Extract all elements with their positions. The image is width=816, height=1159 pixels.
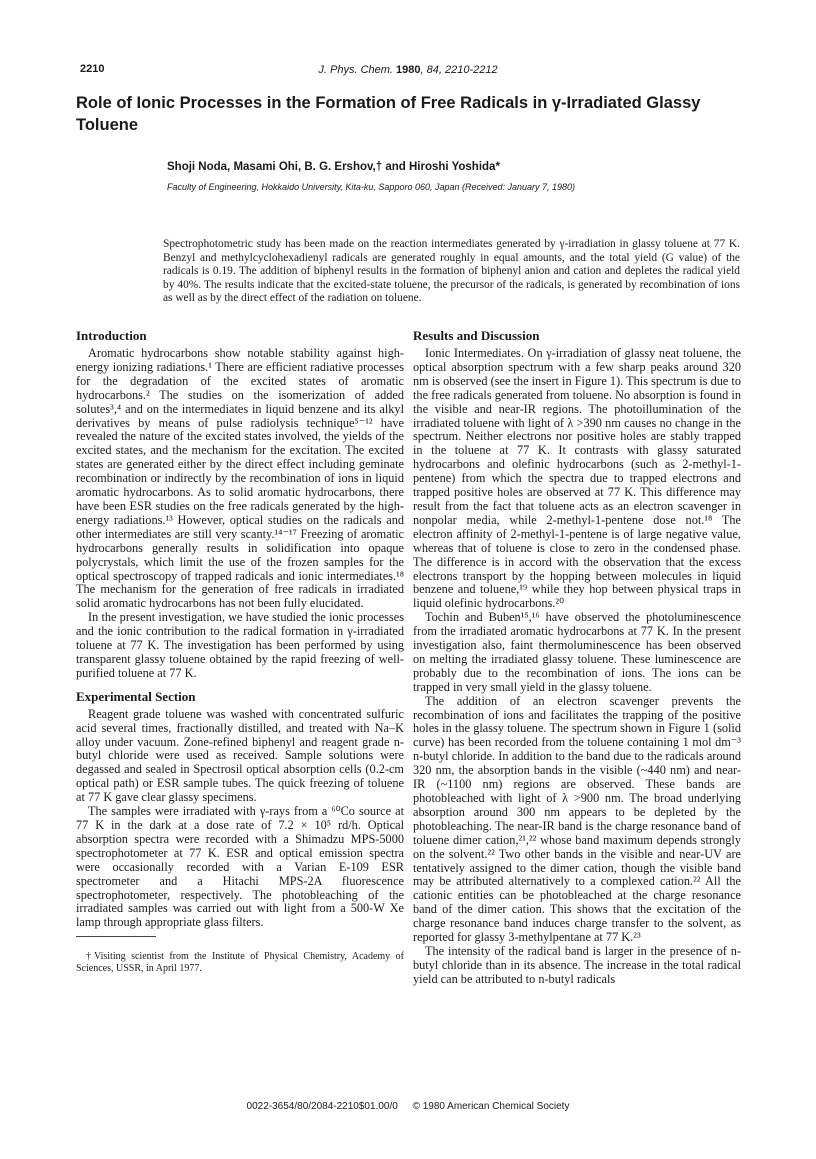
introduction-paragraph: In the present investigation, we have studied the ionic processes and the ionic contribution to the radical formation in γ-irradiated toluene at 77 K. The investigation has been performed by using transparent glassy toluene obtained by the rapid freezing of well-purified toluene at 77 K. bbox=[76, 610, 404, 680]
journal-citation bbox=[0, 64, 816, 76]
copyright-notice: © 1980 American Chemical Society bbox=[412, 1101, 570, 1112]
introduction-heading: Introduction bbox=[76, 328, 147, 343]
page-footer bbox=[0, 1101, 816, 1112]
experimental-paragraph: Reagent grade toluene was washed with concentrated sulfuric acid several times, fractionally distilled, and treated with Na–K alloy under vacuum. Zone-refined biphenyl and reagent grade n-butyl chloride were used as received. Sample solutions were degassed and sealed in Spectrosil optical absorption cells (0.2-cm optical path) or ESR sample tubes. The quick freezing of toluene at 77 K gave clear glassy specimens. bbox=[76, 706, 404, 805]
left-column bbox=[76, 328, 404, 975]
results-heading: Results and Discussion bbox=[413, 328, 540, 343]
footnote: †Visiting scientist from the Institute of Physical Chemistry, Academy of Sciences, USSR, in April 1977. bbox=[76, 951, 404, 975]
results-paragraph: Ionic Intermediates. On γ-irradiation of glassy neat toluene, the optical absorption spectrum with a few sharp peaks around 320 nm is observed (see the insert in Figure 1). This spectrum is due to the free radicals generated from toluene. No absorption is found in the visible and near-IR regions. The photoillumination of the irradiated toluene with light of λ >390 nm causes no change in the spectrum. Neither electrons nor positive holes are stably trapped in the toluene at 77 K. It contrasts with glassy saturated hydrocarbons and olefinic hydrocarbons (such as 2-methyl-1-pentene) from which the spectra due to trapped electrons and trapped positive holes are observed at 77 K. This difference may result from the fact that toluene acts as an electron scavenger in nonpolar media, while 2-methyl-1-pentene dose not.¹⁸ The electron affinity of 2-methyl-1-pentene is of large negative value, whereas that of toluene is close to zero in the condensed phase. The difference is in accord with the observation that the excess electrons transport by the hopping between molecules in liquid benzene and toluene,¹⁹ while they hop between physical traps in liquid olefinic hydrocarbons.²⁰ bbox=[413, 346, 741, 611]
footnote-rule bbox=[76, 936, 156, 937]
article-title: Role of Ionic Processes in the Formation of Free Radicals in γ-Irradiated Glassy Toluene bbox=[76, 94, 701, 134]
page-number: 2210 bbox=[80, 63, 105, 75]
affiliation: Faculty of Engineering, Hokkaido University, Kita-ku, Sapporo 060, Japan (Received: January 7, 1980) bbox=[167, 182, 576, 192]
experimental-heading: Experimental Section bbox=[76, 688, 196, 704]
results-paragraph: The intensity of the radical band is larger in the presence of n-butyl chloride than in its absence. The increase in the total radical yield can be attributed to n-butyl radicals bbox=[413, 943, 741, 986]
article-code: 0022-3654/80/2084-2210$01.00/0 bbox=[246, 1101, 398, 1112]
results-paragraph: The addition of an electron scavenger prevents the recombination of ions and facilitates the trapping of the positive holes in the glassy toluene. The spectrum shown in Figure 1 (solid curve) has been recorded from the toluene containing 1 mol dm⁻³ n-butyl chloride. In addition to the band due to the radicals around 320 nm, the absorption bands in the visible (~440 nm) and near-IR (~1100 nm) regions are observed. These bands are photobleached with light of λ >900 nm. The broad underlying absorption around 300 nm appears to be depleted by the photobleaching. The near-IR band is the charge resonance band of toluene dimer cation,²¹,²² whose band maximum depends strongly on the solvent.²² Two other bands in the visible and near-UV are tentatively assigned to the dimer cation, though the visible band may be attributed alternatively to a complexed cation.²² All the cationic entities can be photobleached at the charge resonance band of the dimer cation. This shows that the excitation of the charge resonance band induces charge transfer to the solvent, as reported for glassy 3-methylpentane at 77 K.²³ bbox=[413, 693, 741, 945]
experimental-paragraph: The samples were irradiated with γ-rays from a ⁶⁰Co source at 77 K in the dark at a dose rate of 7.2 × 10⁵ rd/h. Optical absorption spectra were recorded with a Shimadzu MPS-5000 spectrophotometer at 77 K. ESR and optical emission spectra were occasionally recorded with a Varian E-109 ESR spectrometer and a Hitachi MPS-2A fluorescence spectrophotometer, respectively. The photobleaching of the irradiated samples was carried out with light from a 500-W Xe lamp through appropriate glass filters. bbox=[76, 804, 404, 930]
journal-volume-pages: , 84, 2210-2212 bbox=[420, 64, 498, 76]
right-column bbox=[413, 328, 741, 987]
abstract: Spectrophotometric study has been made on the reaction intermediates generated by γ-irradiation in glassy toluene at 77 K. Benzyl and methylcyclohexadienyl radicals are generated roughly in equal amounts, and the total yield (G value) of the radicals is 0.19. The addition of biphenyl results in the formation of biphenyl anion and cation and depletes the radical yield by 40%. The results indicate that the excited-state toluene, the precursor of the radicals, is generated by recombination of ions as well as by the direct effect of the radiation on toluene. bbox=[163, 238, 740, 305]
journal-name: J. Phys. Chem. bbox=[318, 64, 393, 76]
results-paragraph: Tochin and Buben¹⁵,¹⁶ have observed the photoluminescence from the irradiated aromatic hydrocarbons at 77 K. In the present investigation also, faint thermoluminescence has been observed on melting the irradiated glassy toluene. These luminescence are probably due to the recombination of ions. The ions can be trapped in very small yield in the glassy toluene. bbox=[413, 610, 741, 694]
journal-year: 1980 bbox=[396, 64, 421, 76]
author-list: Shoji Noda, Masami Ohi, B. G. Ershov,† and Hiroshi Yoshida* bbox=[167, 161, 500, 173]
introduction-paragraph: Aromatic hydrocarbons show notable stability against high-energy ionizing radiations.¹ There are efficient radiative processes for the degradation of the excited states of aromatic hydrocarbons.² The studies on the isomerization of added solutes³,⁴ and on the intermediates in liquid benzene and its alkyl derivatives by means of pulse radiolysis technique⁵⁻¹² have revealed the nature of the excited states involved, the yields of the excited states, and the mechanism for the excitation. The excited states are generated either by the direct effect including geminate recombination or indirectly by the recombination of ions in liquid aromatic hydrocarbons. As to solid aromatic hydrocarbons, there have been ESR studies on the free radicals generated by the high-energy radiations.¹³ However, optical studies on the radicals and other intermediates are still very scanty.¹⁴⁻¹⁷ Freezing of aromatic hydrocarbons generally results in solidification into opaque polycrystals, which limit the use of the frozen samples for the optical spectroscopy of trapped radicals and ionic intermediates.¹⁸ The mechanism for the generation of free radicals in irradiated solid aromatic hydrocarbons has not been fully elucidated. bbox=[76, 346, 404, 611]
